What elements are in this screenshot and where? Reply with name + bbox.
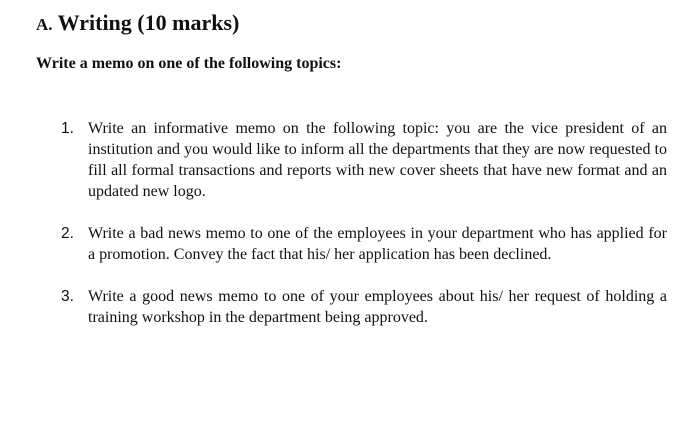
topic-item	[0, 118, 700, 202]
section-letter: A.	[36, 15, 53, 34]
topic-number: 3.	[61, 288, 74, 305]
topic-text: Write an informative memo on the following topic: you are the vice president of an institution and you would like to inform all the departments that they are now requested to fill all formal transactions and reports with new cover sheets that have new format and an updated new logo.	[88, 120, 667, 200]
section-title	[36, 10, 239, 36]
topic-number: 2.	[61, 225, 74, 242]
section-title-text: Writing (10 marks)	[57, 10, 240, 35]
topic-number: 1.	[61, 120, 74, 137]
topic-list	[0, 118, 700, 349]
topic-text: Write a bad news memo to one of the employees in your department who has applied for a promotion. Convey the fact that his/ her application has been declined.	[88, 225, 667, 263]
topic-text: Write a good news memo to one of your employees about his/ her request of holding a training workshop in the department being approved.	[88, 288, 667, 326]
instruction-text: Write a memo on one of the following topics:	[36, 55, 342, 72]
topic-item	[0, 286, 700, 328]
topic-item	[0, 223, 700, 265]
